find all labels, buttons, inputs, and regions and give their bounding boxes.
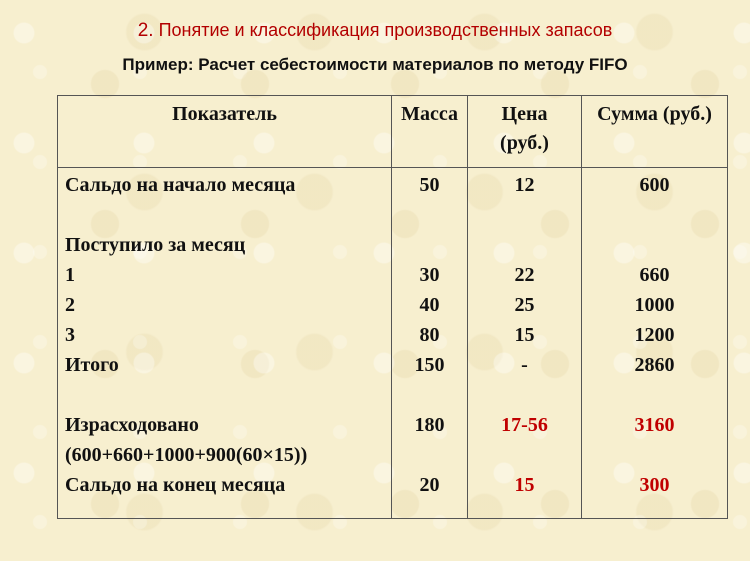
row-mass: 40 (419, 294, 440, 316)
slide-title (0, 20, 750, 42)
row-price (468, 230, 581, 260)
row-sum (582, 200, 727, 230)
row-price: 25 (514, 294, 535, 316)
row-mass: 150 (414, 354, 445, 376)
row-label: 3 (65, 324, 75, 346)
row-sum: 3160 (634, 414, 675, 436)
sum-column (582, 168, 728, 519)
row-mass: 30 (419, 264, 440, 286)
row-price: 17-56 (501, 414, 548, 436)
table-header-row (58, 96, 728, 168)
row-sum (582, 440, 727, 470)
header-sum: Сумма (руб.) (582, 96, 728, 168)
row-label (58, 380, 391, 410)
row-label (58, 200, 391, 230)
indicator-column (58, 168, 392, 519)
header-mass: Масса (392, 96, 468, 168)
row-sum: 1000 (634, 294, 675, 316)
row-price: 12 (514, 174, 535, 196)
row-mass: 180 (414, 414, 445, 436)
row-price (468, 380, 581, 410)
row-sum (582, 380, 727, 410)
row-label: 2 (65, 294, 75, 316)
row-mass (392, 380, 467, 410)
row-mass (392, 230, 467, 260)
row-price (468, 200, 581, 230)
row-price: - (521, 354, 528, 376)
row-sum: 300 (639, 474, 670, 496)
table-body-row (58, 168, 728, 519)
header-indicator: Показатель (58, 96, 392, 168)
row-mass: 50 (419, 174, 440, 196)
row-price: 15 (514, 324, 535, 346)
row-label: (600+660+1000+900(60×15)) (65, 444, 308, 466)
fifo-table (57, 95, 728, 519)
row-label: Сальдо на начало месяца (65, 174, 296, 196)
slide-subtitle: Пример: Расчет себестоимости материалов по методу FIFO (122, 55, 628, 74)
row-mass: 80 (419, 324, 440, 346)
row-mass (392, 200, 467, 230)
row-label: Сальдо на конец месяца (65, 474, 286, 496)
row-price (468, 440, 581, 470)
mass-column (392, 168, 468, 519)
row-mass (392, 440, 467, 470)
row-label: Поступило за месяц (65, 234, 246, 256)
header-price-line2: (руб.) (500, 132, 549, 154)
price-column (468, 168, 582, 519)
section-number: 2. (137, 20, 154, 41)
row-sum: 1200 (634, 324, 675, 346)
section-title: Понятие и классификация производственных запасов (158, 20, 613, 40)
row-label: 1 (65, 264, 75, 286)
row-sum: 600 (639, 174, 670, 196)
row-price: 15 (514, 474, 535, 496)
row-sum (582, 230, 727, 260)
row-sum: 660 (639, 264, 670, 286)
row-mass: 20 (419, 474, 440, 496)
header-price (468, 96, 582, 168)
header-price-line1: Цена (501, 103, 548, 125)
row-label: Израсходовано (65, 414, 199, 436)
row-price: 22 (514, 264, 535, 286)
row-sum: 2860 (634, 354, 675, 376)
row-label: Итого (65, 354, 119, 376)
